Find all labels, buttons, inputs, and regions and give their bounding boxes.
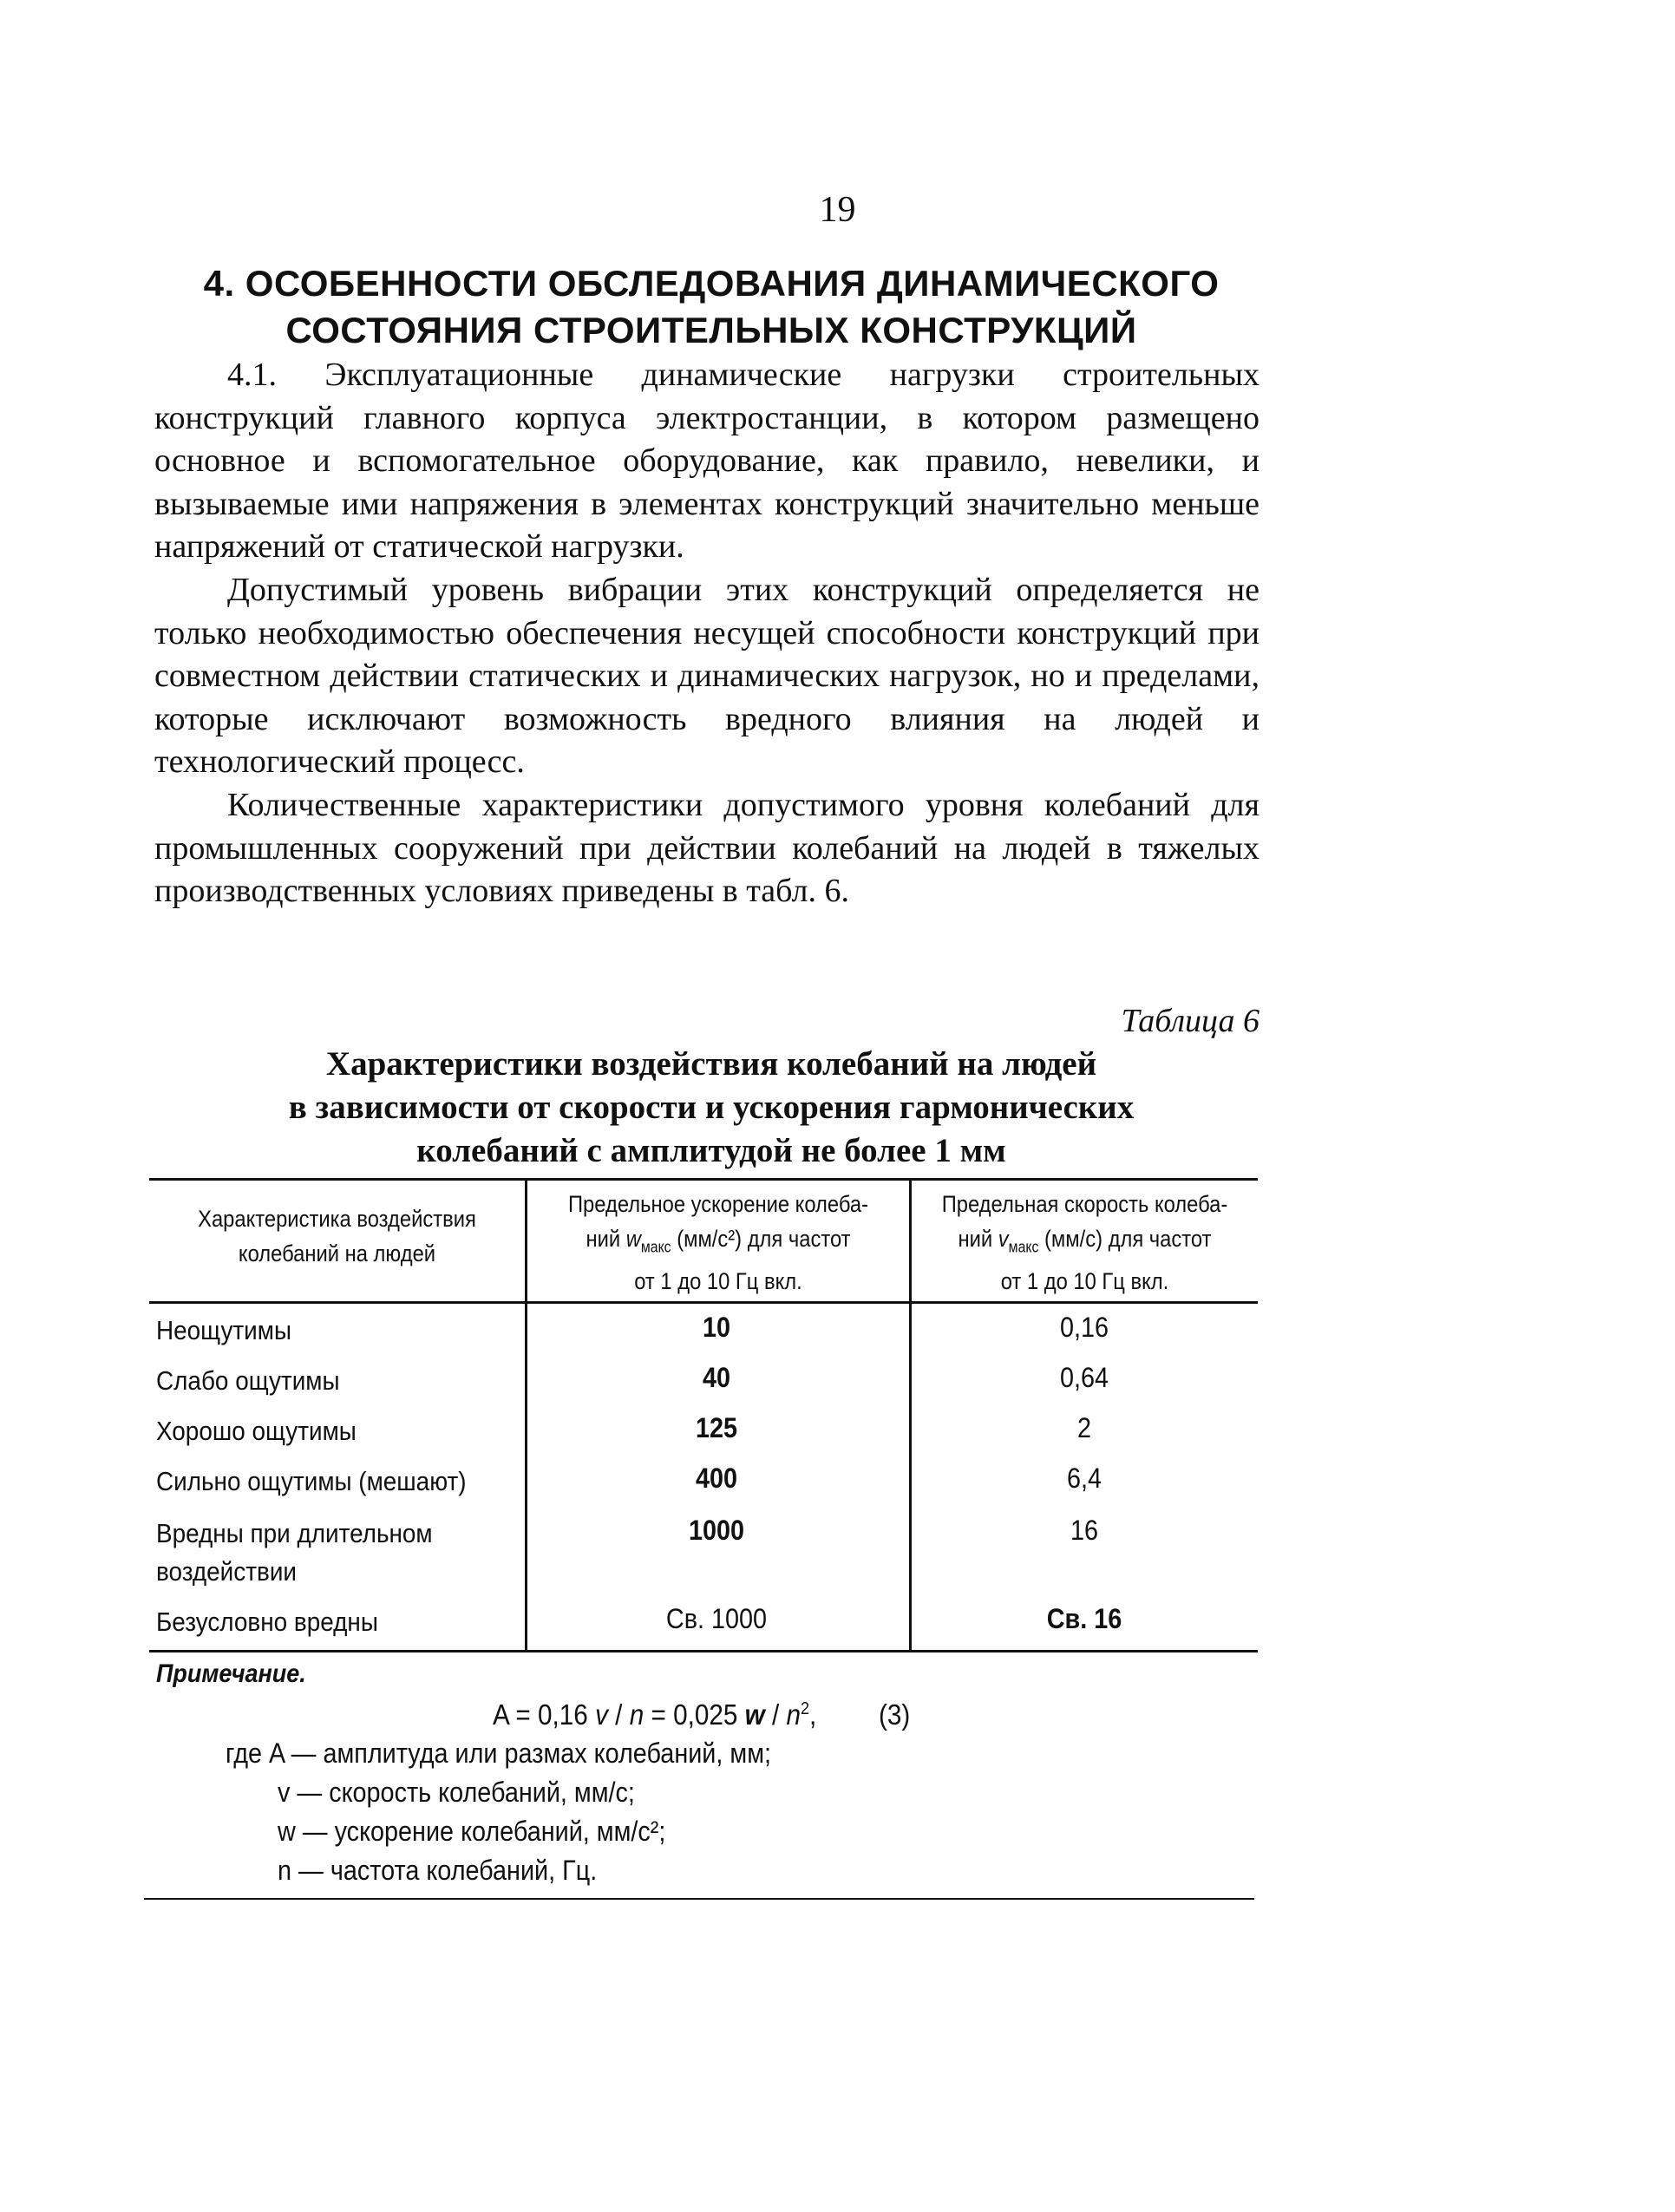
section-heading	[200, 260, 1223, 354]
row-label-harmful: Безусловно вредны	[156, 1607, 378, 1637]
row-label-harmful-long-line2: воздействии	[156, 1556, 297, 1587]
row-accel-harmful: Св. 1000	[665, 1603, 768, 1634]
paragraph-4-1: 4.1. Эксплуатационные динамические нагрузки строительных конструкций главного корпуса электростанции, в котором размещено основное и вспомогательное оборудование, как правило, невелики, и вызываемые ими напряжения в элементах конструкций значительно меньше напряжений от статической нагрузки.	[154, 357, 1260, 566]
formula: A = 0,16 v / n = 0,025 w / $n^2$,	[493, 1698, 817, 1731]
table-title-line2: в зависимости от скорости и ускорения гармонических	[288, 1089, 1135, 1126]
note-line-amplitude: где A — амплитуда или размах колебаний, мм;	[226, 1738, 772, 1769]
table-bottom-rule	[149, 1650, 1258, 1652]
row-speed-harmful-long: 16	[1070, 1515, 1099, 1546]
header-speed-line1: Предельная скорость колеба-	[941, 1191, 1228, 1217]
table-title-line1: Характеристики воздействия колебаний на людей	[325, 1045, 1097, 1083]
row-accel-weak: 40	[702, 1362, 731, 1393]
table-column-divider-2	[909, 1178, 912, 1652]
header-acceleration-line2: ний $w_{макс}$ (мм/с²) для частот	[586, 1226, 851, 1256]
table-top-rule	[149, 1178, 1258, 1181]
table-label: Таблица 6	[1121, 1003, 1260, 1039]
row-accel-imperceptible: 10	[702, 1312, 731, 1343]
row-label-strong: Сильно ощутимы (мешают)	[156, 1466, 467, 1496]
body-text	[154, 354, 1260, 913]
header-acceleration-line3: от 1 до 10 Гц вкл.	[634, 1268, 802, 1295]
note-bottom-rule	[144, 1898, 1254, 1900]
row-label-weak: Слабо ощутимы	[156, 1365, 340, 1396]
row-label-imperceptible: Неощутимы	[156, 1315, 292, 1345]
note-line-frequency: n — частота колебаний, Гц.	[278, 1855, 598, 1886]
note-line-speed: v — скорость колебаний, мм/с;	[278, 1777, 635, 1808]
table-title	[191, 1043, 1232, 1173]
note-title: Примечание.	[156, 1659, 306, 1688]
header-characteristic-line1: Характеристика воздействия	[198, 1206, 476, 1232]
formula-number: (3)	[879, 1698, 911, 1731]
paragraph-vibration-level: Допустимый уровень вибрации этих конструкций определяется не только необходимостью обеспечения несущей способности конструкций при совместном действии статических и динамических нагрузок, но и пределами, которые исключают возможность вредного влияния на людей и технологический процесс.	[154, 571, 1260, 781]
note-line-acceleration: w — ускорение колебаний, мм/с²;	[278, 1816, 666, 1847]
row-speed-good: 2	[1076, 1412, 1092, 1443]
section-heading-line2: СОСТОЯНИЯ СТРОИТЕЛЬНЫХ КОНСТРУКЦИЙ	[285, 310, 1137, 350]
row-speed-harmful: Св. 16	[1046, 1603, 1122, 1634]
page-number: 19	[819, 190, 856, 230]
section-heading-line1: 4. ОСОБЕННОСТИ ОБСЛЕДОВАНИЯ ДИНАМИЧЕСКОГО	[203, 263, 1220, 304]
row-speed-strong: 6,4	[1066, 1463, 1102, 1494]
table-header-rule	[149, 1301, 1258, 1304]
row-accel-good: 125	[695, 1412, 738, 1443]
paragraph-quantitative: Количественные характеристики допустимого уровня колебаний для промышленных сооружений при действии колебаний на людей в тяжелых производственных условиях приведены в табл. 6.	[154, 786, 1260, 910]
row-accel-strong: 400	[695, 1463, 738, 1494]
table-header-speed	[932, 1187, 1237, 1299]
row-label-harmful-long-line1: Вредны при длительном	[156, 1518, 433, 1548]
row-label-harmful-long	[156, 1515, 433, 1591]
table-header-characteristic	[172, 1201, 502, 1271]
table-header-acceleration	[550, 1187, 886, 1299]
table-title-line3: колебаний с амплитудой не более 1 мм	[416, 1132, 1006, 1169]
table-column-divider-1	[525, 1178, 527, 1652]
header-speed-line2: ний $v_{макс}$ (мм/с) для частот	[958, 1226, 1212, 1256]
header-speed-line3: от 1 до 10 Гц вкл.	[1000, 1268, 1169, 1295]
row-label-good: Хорошо ощутимы	[156, 1416, 357, 1446]
header-characteristic-line2: колебаний на людей	[238, 1240, 436, 1266]
header-acceleration-line1: Предельное ускорение колеба-	[567, 1191, 869, 1217]
row-speed-imperceptible: 0,16	[1059, 1312, 1109, 1343]
row-accel-harmful-long: 1000	[688, 1515, 745, 1546]
row-speed-weak: 0,64	[1059, 1362, 1109, 1393]
